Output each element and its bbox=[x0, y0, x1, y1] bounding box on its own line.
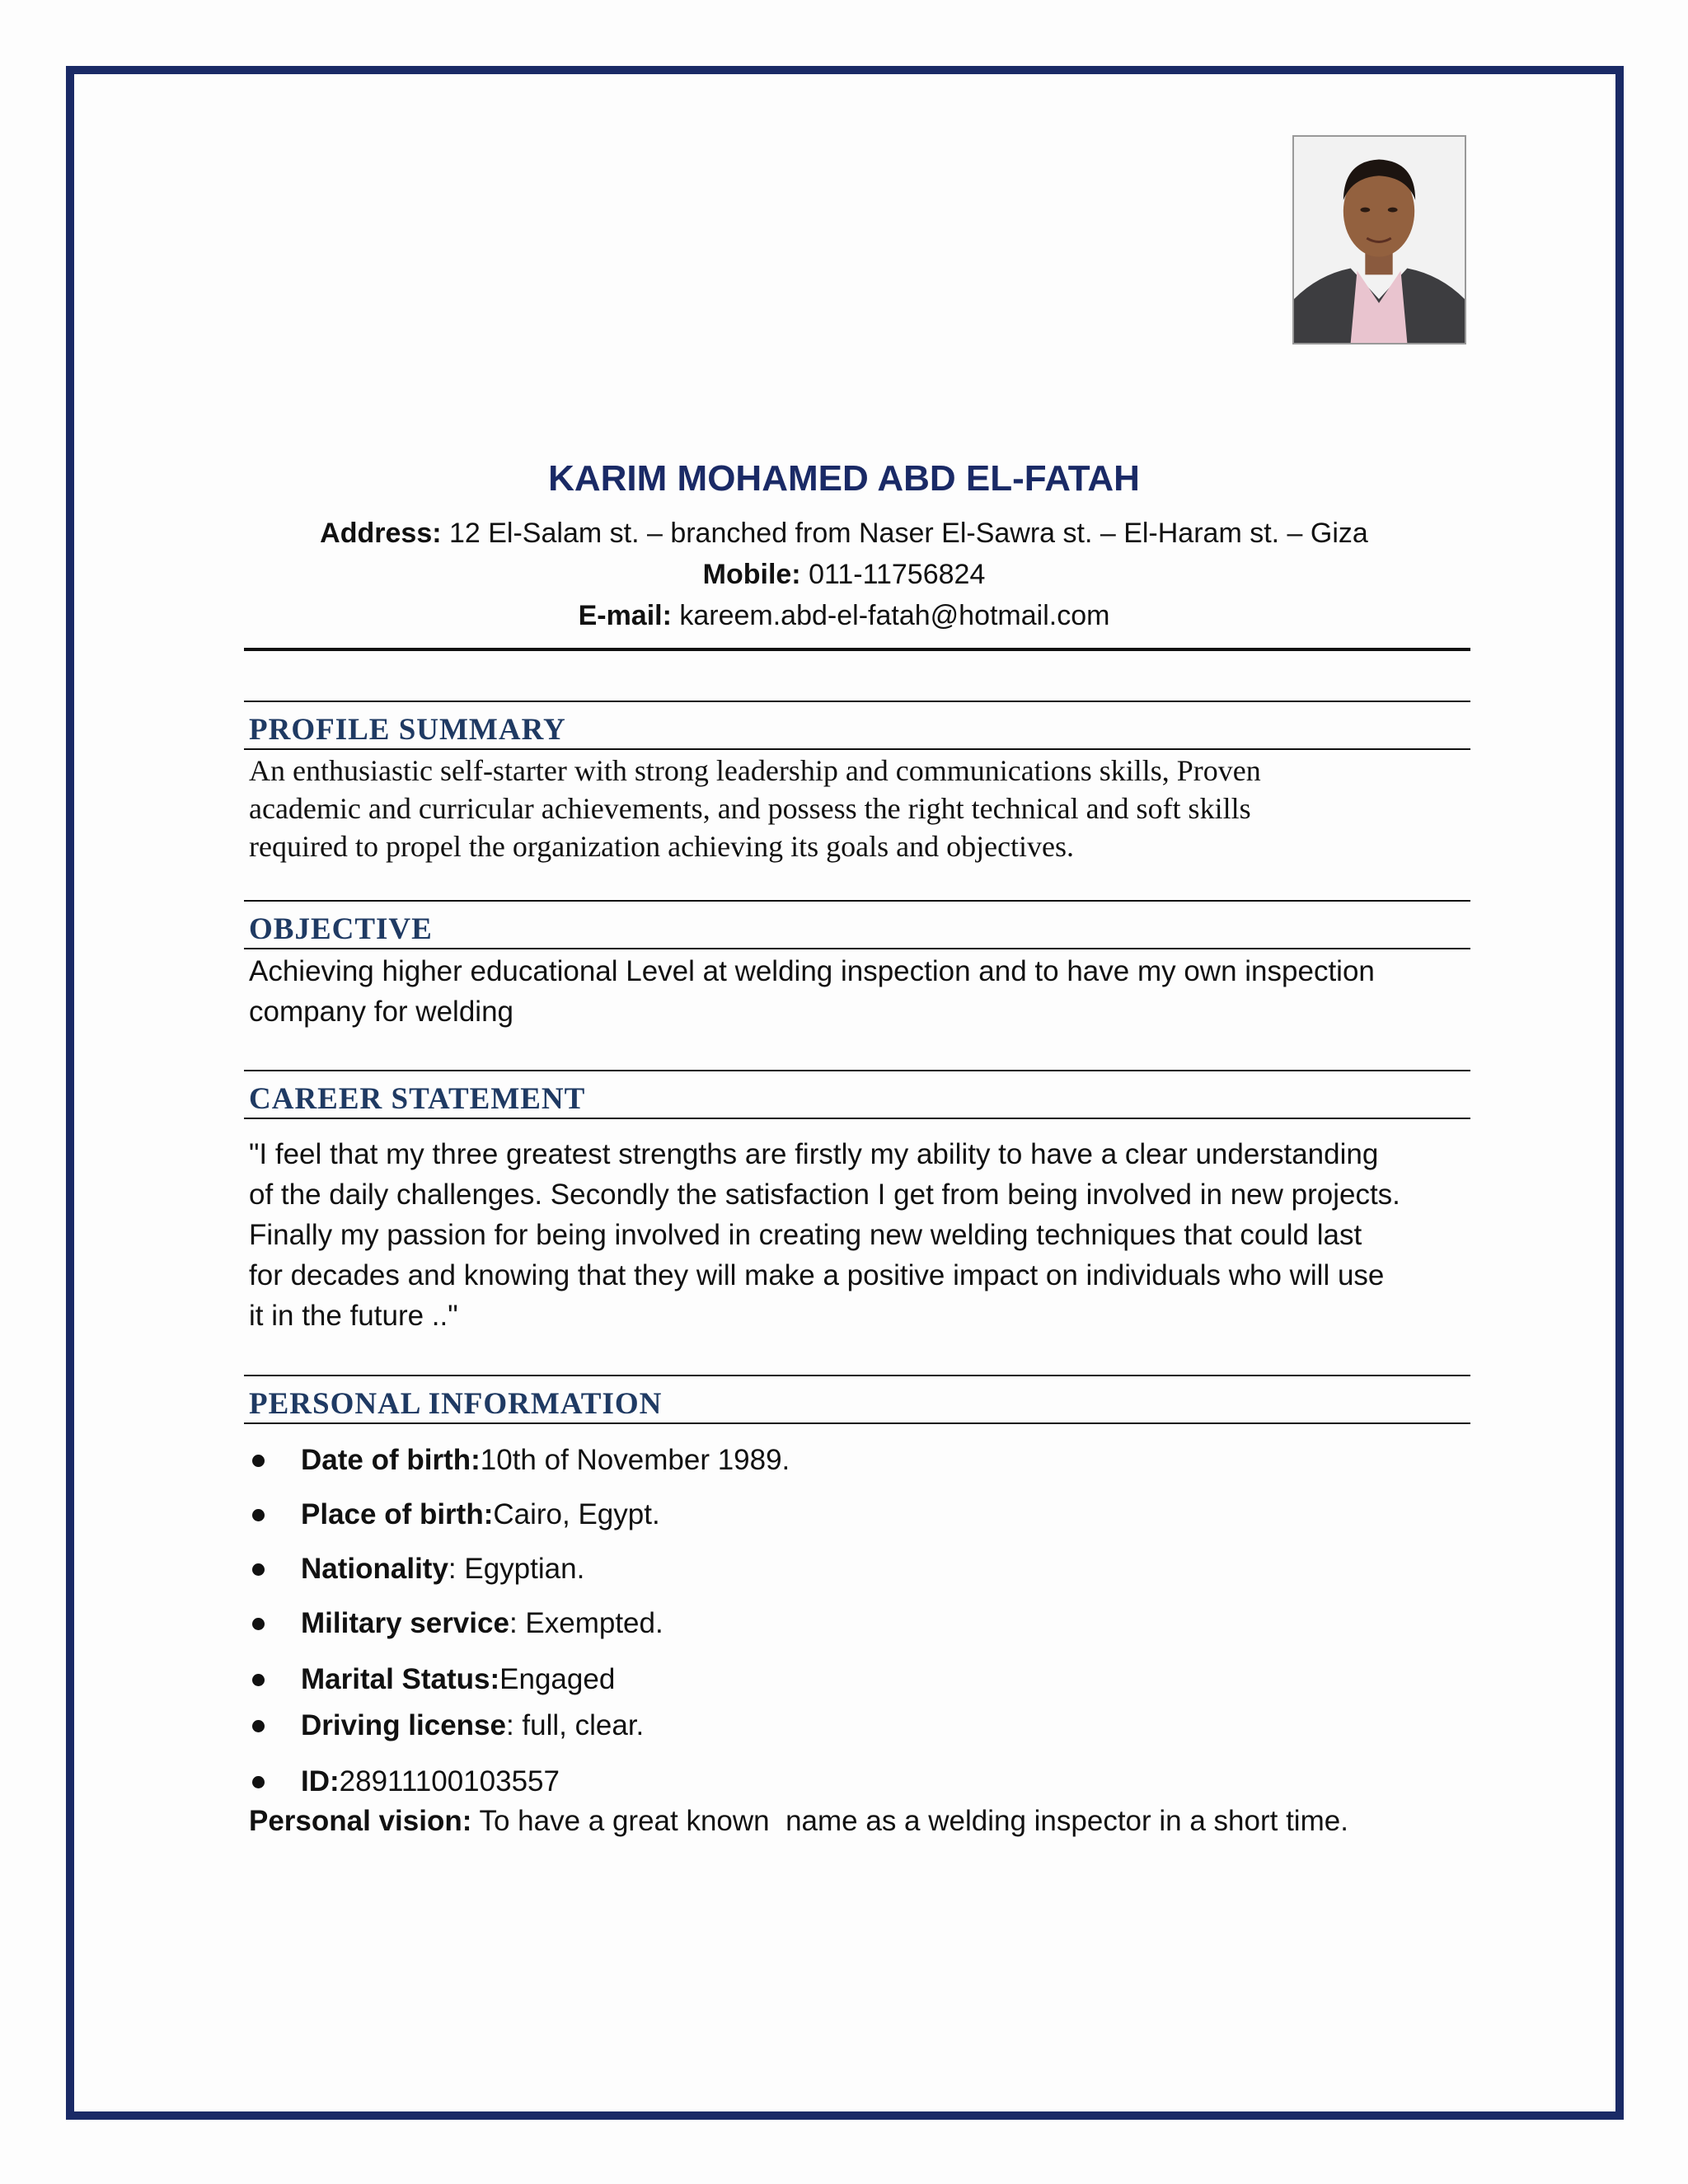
personal-vision bbox=[249, 1805, 1348, 1838]
mobile-label: Mobile: bbox=[702, 559, 801, 590]
vision-label: Personal vision: bbox=[249, 1805, 472, 1837]
bullet-icon bbox=[252, 1776, 265, 1788]
info-value: : full, clear. bbox=[505, 1709, 645, 1741]
section-rule-bottom bbox=[244, 748, 1470, 750]
profile-line: academic and curricular achievements, and possess the right technical and soft skills bbox=[249, 792, 1251, 825]
section-title-personal: PERSONAL INFORMATION bbox=[249, 1387, 663, 1421]
bullet-icon bbox=[252, 1674, 265, 1686]
section-rule-bottom bbox=[244, 1422, 1470, 1424]
vision-value: To have a great known name as a welding inspector in a short time. bbox=[471, 1805, 1348, 1837]
email-line bbox=[0, 600, 1688, 632]
candidate-name: KARIM MOHAMED ABD EL-FATAH bbox=[548, 458, 1140, 499]
objective-line: Achieving higher educational Level at welding inspection and to have my own inspection bbox=[249, 955, 1375, 987]
info-label: Marital Status: bbox=[301, 1663, 500, 1695]
email-value: kareem.abd-el-fatah@hotmail.com bbox=[671, 600, 1110, 631]
info-label: Nationality bbox=[301, 1553, 448, 1585]
info-value: : Exempted. bbox=[509, 1607, 663, 1639]
info-value: 28911100103557 bbox=[339, 1765, 560, 1797]
career-line: for decades and knowing that they will make a positive impact on individuals who will use bbox=[249, 1259, 1385, 1291]
info-label: Place of birth: bbox=[301, 1498, 494, 1530]
info-value: : Egyptian. bbox=[448, 1553, 585, 1585]
mobile-value: 011-11756824 bbox=[800, 559, 986, 590]
bullet-icon bbox=[252, 1720, 265, 1732]
section-title-profile: PROFILE SUMMARY bbox=[249, 713, 566, 747]
bullet-icon bbox=[252, 1618, 265, 1630]
section-rule-top bbox=[244, 1070, 1470, 1071]
profile-line: required to propel the organization achieving its goals and objectives. bbox=[249, 830, 1075, 863]
objective-text bbox=[249, 951, 1469, 1032]
info-label: ID: bbox=[301, 1765, 340, 1797]
profile-line: An enthusiastic self-starter with strong leadership and communications skills, Proven bbox=[249, 754, 1261, 787]
address-label: Address: bbox=[320, 518, 442, 549]
section-title-objective: OBJECTIVE bbox=[249, 912, 433, 946]
info-label: Military service bbox=[301, 1607, 509, 1639]
section-rule-top bbox=[244, 701, 1470, 702]
objective-line: company for welding bbox=[249, 996, 513, 1028]
career-line: "I feel that my three greatest strengths are firstly my ability to have a clear understanding bbox=[249, 1138, 1379, 1170]
bullet-icon bbox=[252, 1455, 265, 1467]
info-marital-status bbox=[249, 1663, 615, 1696]
section-rule-bottom bbox=[244, 948, 1470, 949]
info-driving-license bbox=[249, 1709, 644, 1742]
career-statement-text bbox=[249, 1134, 1469, 1336]
career-line: Finally my passion for being involved in creating new welding techniques that could last bbox=[249, 1219, 1362, 1251]
address-value: 12 El-Salam st. – branched from Naser El-Sawra st. – El-Haram st. – Giza bbox=[441, 518, 1368, 549]
info-label: Driving license bbox=[301, 1709, 506, 1741]
info-nationality bbox=[249, 1553, 584, 1586]
section-title-career: CAREER STATEMENT bbox=[249, 1082, 586, 1116]
career-line: it in the future .." bbox=[249, 1300, 458, 1332]
bullet-icon bbox=[252, 1509, 265, 1521]
profile-summary-text bbox=[249, 752, 1469, 865]
info-date-of-birth bbox=[249, 1444, 790, 1477]
info-id bbox=[249, 1765, 560, 1798]
address-line bbox=[0, 518, 1688, 550]
info-value: Engaged bbox=[499, 1663, 616, 1695]
profile-photo bbox=[1292, 135, 1466, 344]
info-value: 10th of November 1989. bbox=[480, 1444, 790, 1476]
info-value: Cairo, Egypt. bbox=[493, 1498, 660, 1530]
section-rule-top bbox=[244, 1375, 1470, 1376]
info-place-of-birth bbox=[249, 1498, 660, 1531]
header-divider bbox=[244, 648, 1470, 651]
info-label: Date of birth: bbox=[301, 1444, 481, 1476]
info-military-service bbox=[249, 1607, 663, 1640]
email-label: E-mail: bbox=[578, 600, 672, 631]
section-rule-top bbox=[244, 900, 1470, 902]
section-rule-bottom bbox=[244, 1118, 1470, 1119]
bullet-icon bbox=[252, 1563, 265, 1576]
career-line: of the daily challenges. Secondly the satisfaction I get from being involved in new projects. bbox=[249, 1179, 1400, 1211]
mobile-line bbox=[0, 559, 1688, 591]
